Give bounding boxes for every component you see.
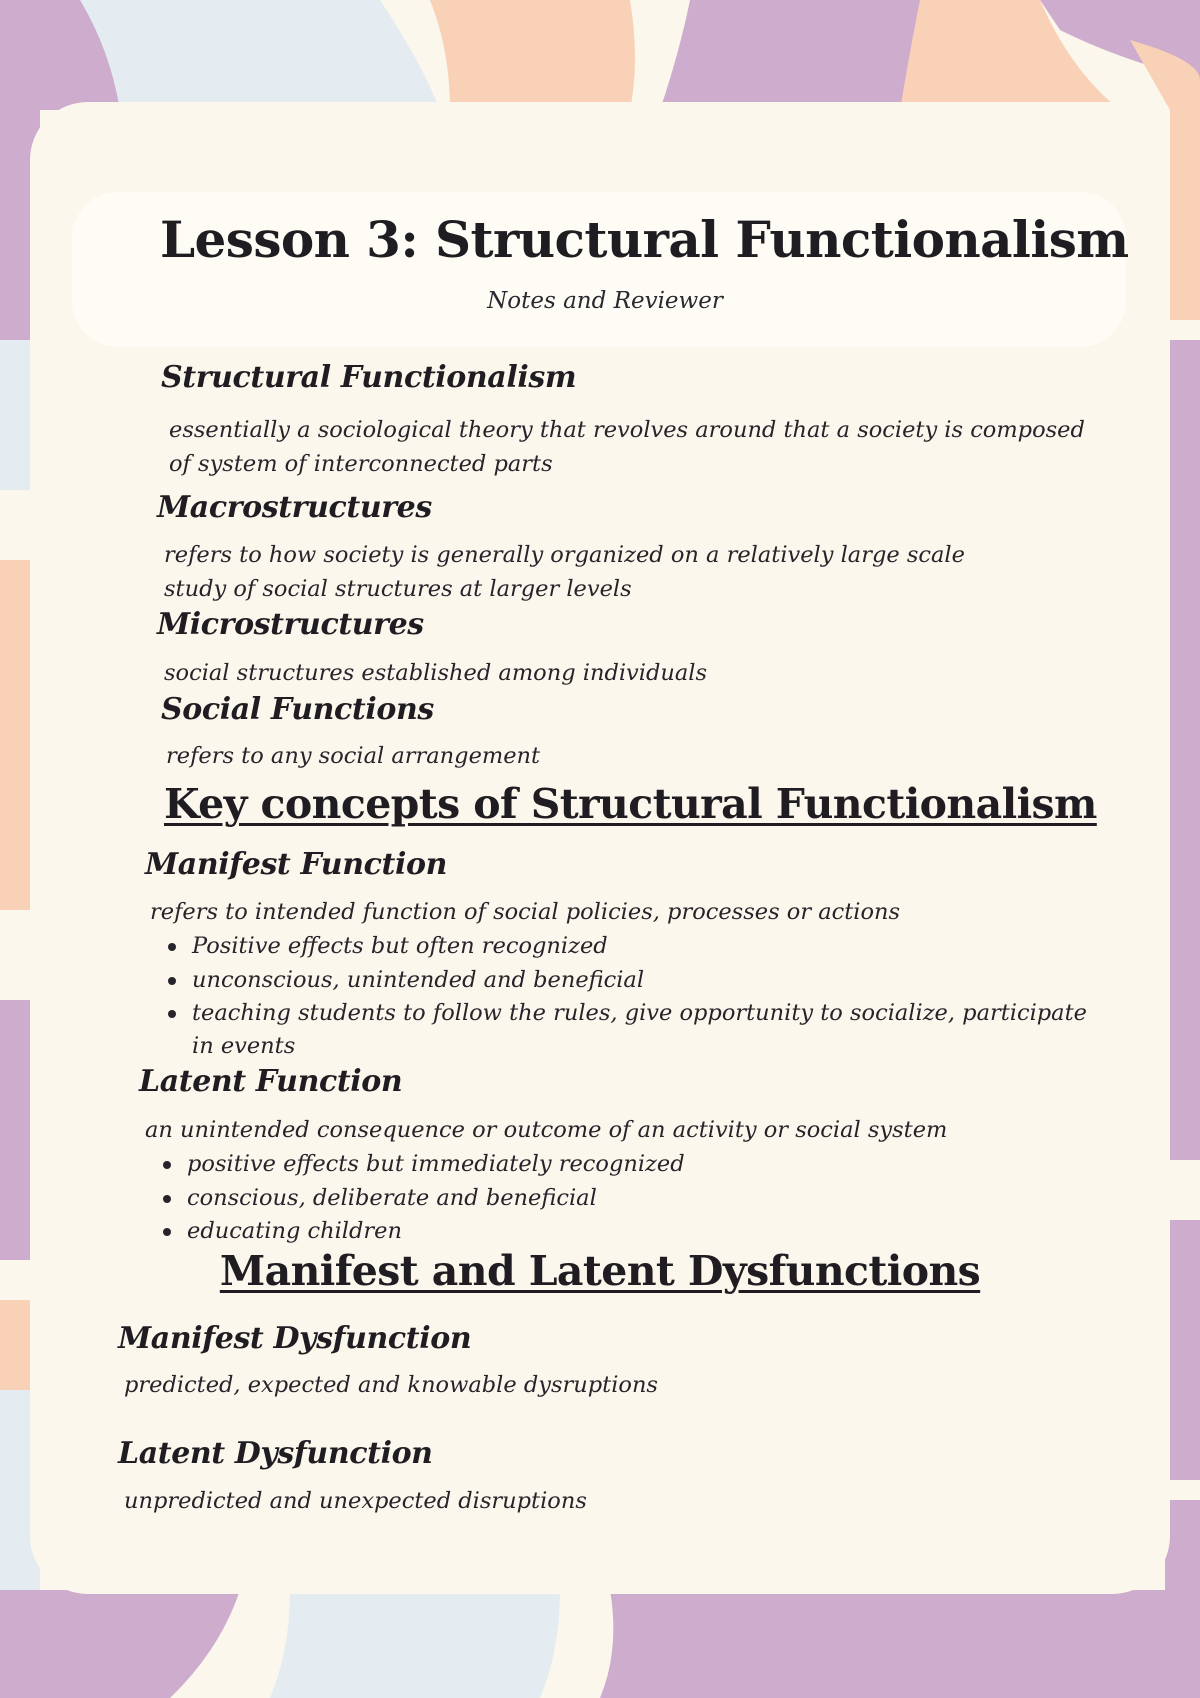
heading-key-concepts: Key concepts of Structural Functionalism bbox=[164, 780, 1097, 828]
list-item: unconscious, unintended and beneficial bbox=[166, 964, 1087, 998]
latent-function-definition: an unintended consequence or outcome of an activity or social system bbox=[145, 1117, 948, 1143]
bg-shape-purple-top bbox=[660, 0, 930, 110]
structural-functionalism-line-2: of system of interconnected parts bbox=[169, 451, 553, 477]
manifest-dysfunction-text: predicted, expected and knowable dysruptions bbox=[124, 1372, 658, 1398]
heading-structural-functionalism: Structural Functionalism bbox=[161, 360, 577, 395]
bg-shape-purple-right-3 bbox=[1165, 1500, 1200, 1600]
list-item: positive effects but immediately recognized bbox=[161, 1148, 685, 1182]
latent-function-bullets bbox=[161, 1148, 685, 1249]
page-subtitle: Notes and Reviewer bbox=[487, 288, 723, 314]
latent-dysfunction-text: unpredicted and unexpected disruptions bbox=[124, 1488, 587, 1514]
bg-shape-purple-bottom bbox=[600, 1590, 1200, 1698]
microstructures-line-1: social structures established among individuals bbox=[164, 660, 707, 686]
heading-manifest-function: Manifest Function bbox=[145, 847, 447, 882]
heading-social-functions: Social Functions bbox=[161, 692, 434, 727]
page-title: Lesson 3: Structural Functionalism bbox=[160, 210, 1129, 269]
list-item: conscious, deliberate and beneficial bbox=[161, 1182, 685, 1216]
heading-latent-function: Latent Function bbox=[139, 1064, 403, 1099]
heading-macrostructures: Macrostructures bbox=[157, 490, 432, 525]
social-functions-line-1: refers to any social arrangement bbox=[166, 743, 541, 769]
heading-manifest-dysfunction: Manifest Dysfunction bbox=[118, 1321, 472, 1356]
structural-functionalism-line-1: essentially a sociological theory that revolves around that a society is composed bbox=[169, 417, 1085, 443]
heading-dysfunctions: Manifest and Latent Dysfunctions bbox=[219, 1247, 981, 1295]
manifest-function-definition: refers to intended function of social policies, processes or actions bbox=[150, 899, 901, 925]
bg-shape-purple-right-1 bbox=[1165, 340, 1200, 1160]
bg-shape-peach-top bbox=[430, 0, 635, 110]
list-item: educating children bbox=[161, 1215, 685, 1249]
list-item: Positive effects but often recognized bbox=[166, 930, 1087, 964]
heading-microstructures: Microstructures bbox=[157, 607, 424, 642]
heading-latent-dysfunction: Latent Dysfunction bbox=[118, 1436, 433, 1471]
macrostructures-line-2: study of social structures at larger levels bbox=[164, 576, 632, 602]
manifest-function-bullets bbox=[166, 930, 1087, 1031]
macrostructures-line-1: refers to how society is generally organized on a relatively large scale bbox=[164, 542, 965, 568]
bg-shape-blue-bottom bbox=[270, 1590, 560, 1698]
manifest-function-bullet-continuation: in events bbox=[192, 1033, 296, 1059]
list-item: teaching students to follow the rules, give opportunity to socialize, participate bbox=[166, 997, 1087, 1031]
